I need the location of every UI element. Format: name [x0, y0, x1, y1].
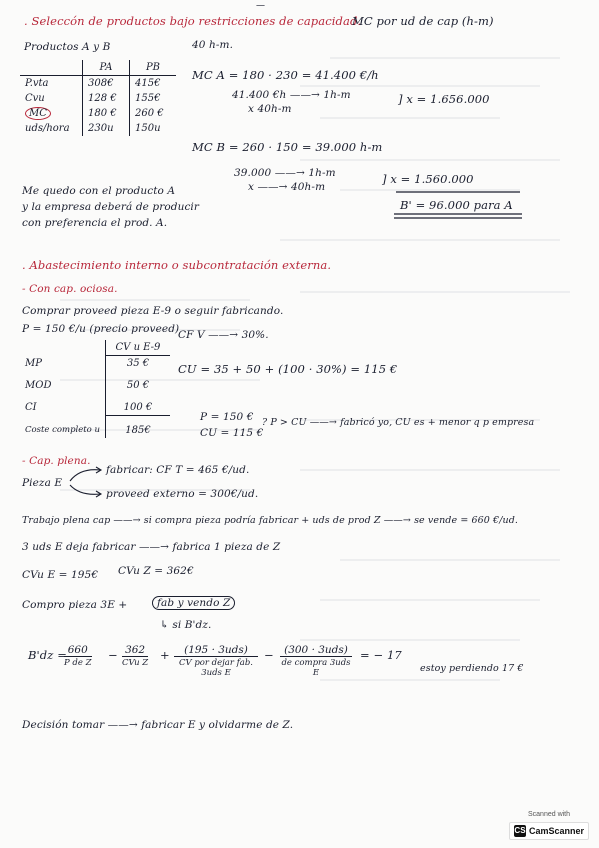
final-decision: Decisión tomar ——→ fabricar E y olvidarme de Z. [22, 719, 294, 731]
price-value: P = 150 € [200, 411, 254, 423]
fraction-cv-dejar: (195 · 3uds) CV por dejar fab. 3uds E [174, 644, 258, 678]
table-cell-circled: MC [20, 106, 83, 121]
table-cell: uds/hora [20, 121, 83, 136]
cu-calculation: CU = 35 + 50 + (100 · 30%) = 115 € [178, 362, 398, 376]
perdiendo-note: estoy perdiendo 17 € [420, 663, 524, 674]
mcb-result: ] x = 1.560.000 [382, 172, 474, 186]
table-header-cell: CV u E-9 [105, 340, 170, 356]
table-cell: P.vta [20, 76, 83, 92]
camscanner-icon: CS [514, 826, 526, 835]
table-cell: 35 € [126, 358, 150, 369]
products-label: Productos A y B [24, 41, 111, 53]
table-cell: Coste completo u [20, 416, 105, 439]
mca-rule-line-1: 41.400 €h ——→ 1h-m [232, 89, 351, 101]
bdz-label: B'dz = [28, 648, 67, 662]
subsection-cap-ociosa: - Con cap. ociosa. [22, 283, 118, 295]
sub-a-line-2: P = 150 €/u (precio proveed) [22, 323, 180, 335]
table-cell: 260 € [135, 108, 164, 119]
section-1-title: . Seleccón de productos bajo restricciones de capacidad. [24, 14, 362, 28]
benefit-result: B' = 96.000 para A [400, 198, 513, 212]
cvu-z: CVu Z = 362€ [118, 565, 194, 577]
conclusion-line-1: Me quedo con el producto A [22, 185, 176, 197]
conclusion-line-3: con preferencia el prod. A. [22, 217, 168, 229]
trabajo-plena-line: Trabajo plena cap ——→ si compra pieza podría fabricar + uds de prod Z ——→ se vende = 660 €/ud. [22, 515, 519, 526]
table-cell: Cvu [20, 91, 83, 106]
section-1-title-right: MC por ud de cap (h-m) [352, 14, 494, 28]
si-bdz: ↳ si B'dz. [160, 619, 212, 631]
table-cell: CI [20, 393, 105, 416]
pieza-e-label: Pieza E [22, 477, 63, 489]
sub-a-line-1: Comprar proveed pieza E-9 o seguir fabricando. [22, 305, 284, 317]
bdz-result: = − 17 [360, 648, 402, 662]
camscanner-badge [507, 811, 591, 840]
table-cell: 185€ [105, 416, 170, 439]
table-cell: 308€ [83, 76, 130, 92]
fraction-compra: (300 · 3uds) de compra 3uds E [281, 644, 351, 678]
table-cell: 415€ [135, 78, 161, 89]
camscanner-name: CamScanner [528, 826, 585, 836]
cvu-e: CVu E = 195€ [22, 569, 99, 581]
table-cell: 230u [83, 121, 130, 136]
cfv-percentage: CF V ——→ 30%. [178, 329, 269, 341]
camscanner-logo [509, 822, 589, 840]
table-header-cell: PB [130, 60, 177, 76]
plus-sign: + [160, 648, 170, 662]
table-cell: MP [20, 356, 105, 372]
mcb-rule-line-1: 39.000 ——→ 1h-m [234, 167, 336, 179]
table-cell: 128 € [83, 91, 130, 106]
cu-value: CU = 115 € [200, 427, 264, 439]
conclusion-line-2: y la empresa deberá de producir [22, 201, 200, 213]
section-2-title: . Abastecimiento interno o subcontratación externa. [22, 258, 332, 272]
branch-proveedor: proveed externo = 300€/ud. [106, 488, 259, 500]
mcb-calculation: MC B = 260 · 150 = 39.000 h-m [192, 140, 383, 154]
fraction-cvu-z: 362 CVu Z [122, 644, 149, 668]
table-cell: 50 € [126, 380, 150, 391]
comparison-conclusion: ? P > CU ——→ fabricó yo, CU es + menor q p empresa [262, 417, 535, 428]
minus-sign: − [108, 648, 118, 662]
mca-rule-line-2: x 40h-m [248, 103, 292, 115]
minus-sign: − [264, 648, 274, 662]
table-cell: 180 € [83, 106, 130, 121]
top-tick-mark: — [256, 1, 266, 11]
table-cell: MOD [20, 371, 105, 393]
table-cell: 100 € [123, 402, 153, 413]
uds-line: 3 uds E deja fabricar ——→ fabrica 1 pieza de Z [22, 541, 281, 553]
capacity-label: 40 h-m. [192, 39, 234, 51]
mcb-rule-line-2: x ——→ 40h-m [248, 181, 326, 193]
branch-fabricar: fabricar: CF T = 465 €/ud. [106, 464, 250, 476]
table-cell: 155€ [135, 93, 161, 104]
fraction-price-z: 660 P de Z [64, 644, 92, 668]
table-cell: 150u [135, 123, 161, 134]
mca-result: ] x = 1.656.000 [398, 92, 490, 106]
mca-calculation: MC A = 180 · 230 = 41.400 €/h [192, 68, 379, 82]
scanned-with-label: Scanned with [527, 811, 571, 818]
compra-line: Compro pieza 3E + [22, 599, 128, 611]
subsection-cap-plena: - Cap. plena. [22, 455, 91, 467]
compra-boxed-option: fab y vendo Z [152, 598, 235, 609]
table-header-cell: PA [83, 60, 130, 76]
